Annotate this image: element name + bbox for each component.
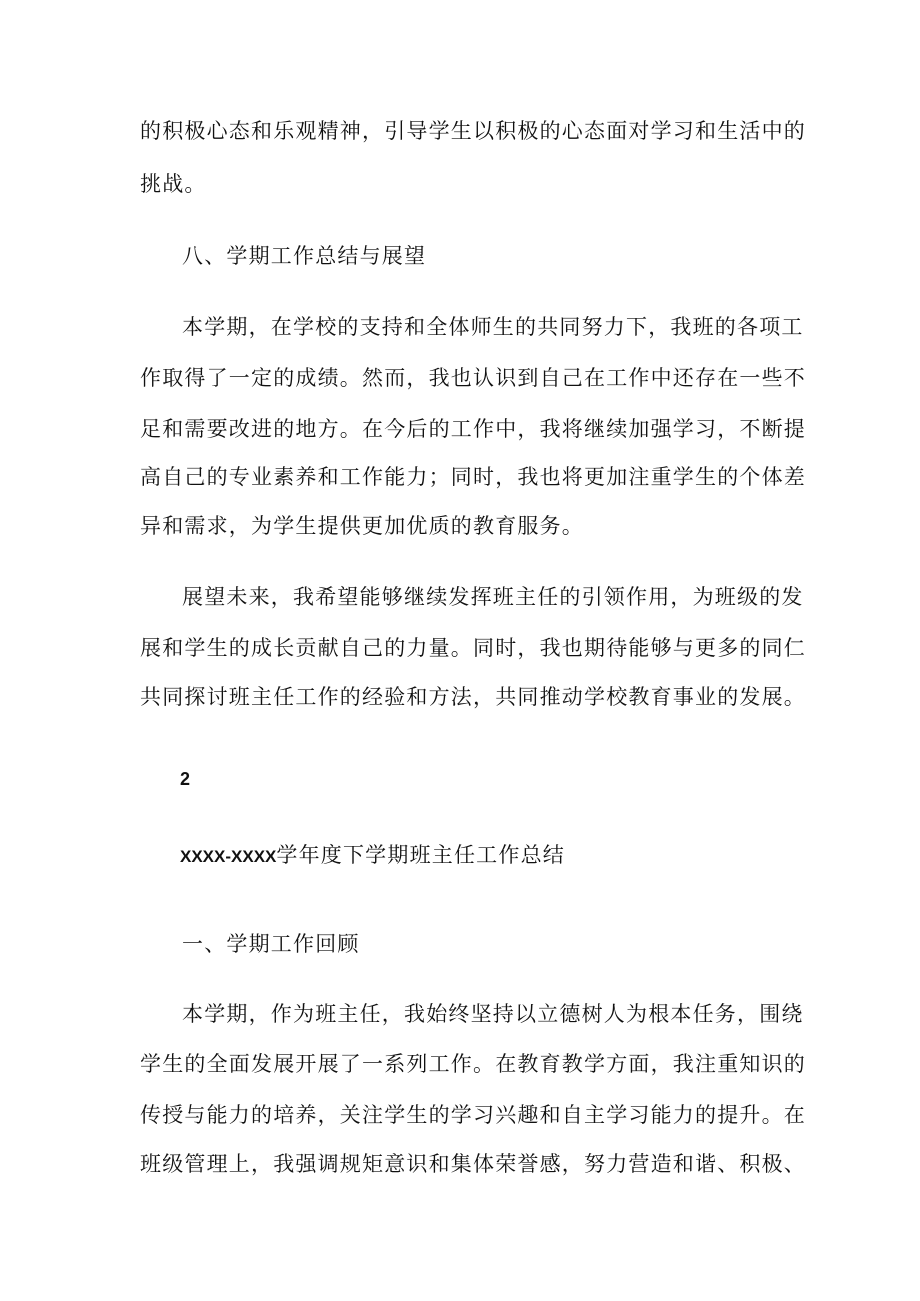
paragraph-line: 展望未来，我希望能够继续发挥班主任的引领作用，为班级的发	[182, 585, 804, 609]
paragraph-line: 高自己的专业素养和工作能力；同时，我也将更加注重学生的个体差	[140, 465, 806, 489]
paragraph-line: 传授与能力的培养，关注学生的学习兴趣和自主学习能力的提升。在	[140, 1103, 806, 1127]
section-heading: 八、学期工作总结与展望	[182, 244, 427, 268]
paragraph-line: 作取得了一定的成绩。然而，我也认识到自己在工作中还存在一些不	[140, 366, 806, 390]
paragraph-line: 足和需要改进的地方。在今后的工作中，我将继续加强学习，不断提	[140, 417, 806, 441]
paragraph-line: 班级管理上，我强调规矩意识和集体荣誉感，努力营造和谐、积极、	[140, 1152, 806, 1176]
paragraph-line: 的积极心态和乐观精神，引导学生以积极的心态面对学习和生活中的	[140, 119, 806, 143]
paragraph-line: 异和需求，为学生提供更加优质的教育服务。	[140, 514, 584, 538]
title-year-range: XXXX-XXXX	[180, 847, 277, 866]
paragraph-line: 共同探讨班主任工作的经验和方法，共同推动学校教育事业的发展。	[140, 685, 806, 709]
paragraph-line: 展和学生的成长贡献自己的力量。同时，我也期待能够与更多的同仁	[140, 636, 806, 660]
title-text: 学年度下学期班主任工作总结	[276, 843, 565, 867]
document-title	[180, 841, 565, 871]
section-heading: 一、学期工作回顾	[182, 932, 360, 956]
paragraph-line: 学生的全面发展开展了一系列工作。在教育教学方面，我注重知识的	[140, 1052, 806, 1076]
paragraph-line: 挑战。	[140, 172, 207, 196]
paragraph-line: 本学期，在学校的支持和全体师生的共同努力下，我班的各项工	[182, 315, 804, 339]
section-number: 2	[180, 769, 191, 789]
paragraph-line: 本学期，作为班主任，我始终坚持以立德树人为根本任务，围绕	[182, 1002, 804, 1026]
